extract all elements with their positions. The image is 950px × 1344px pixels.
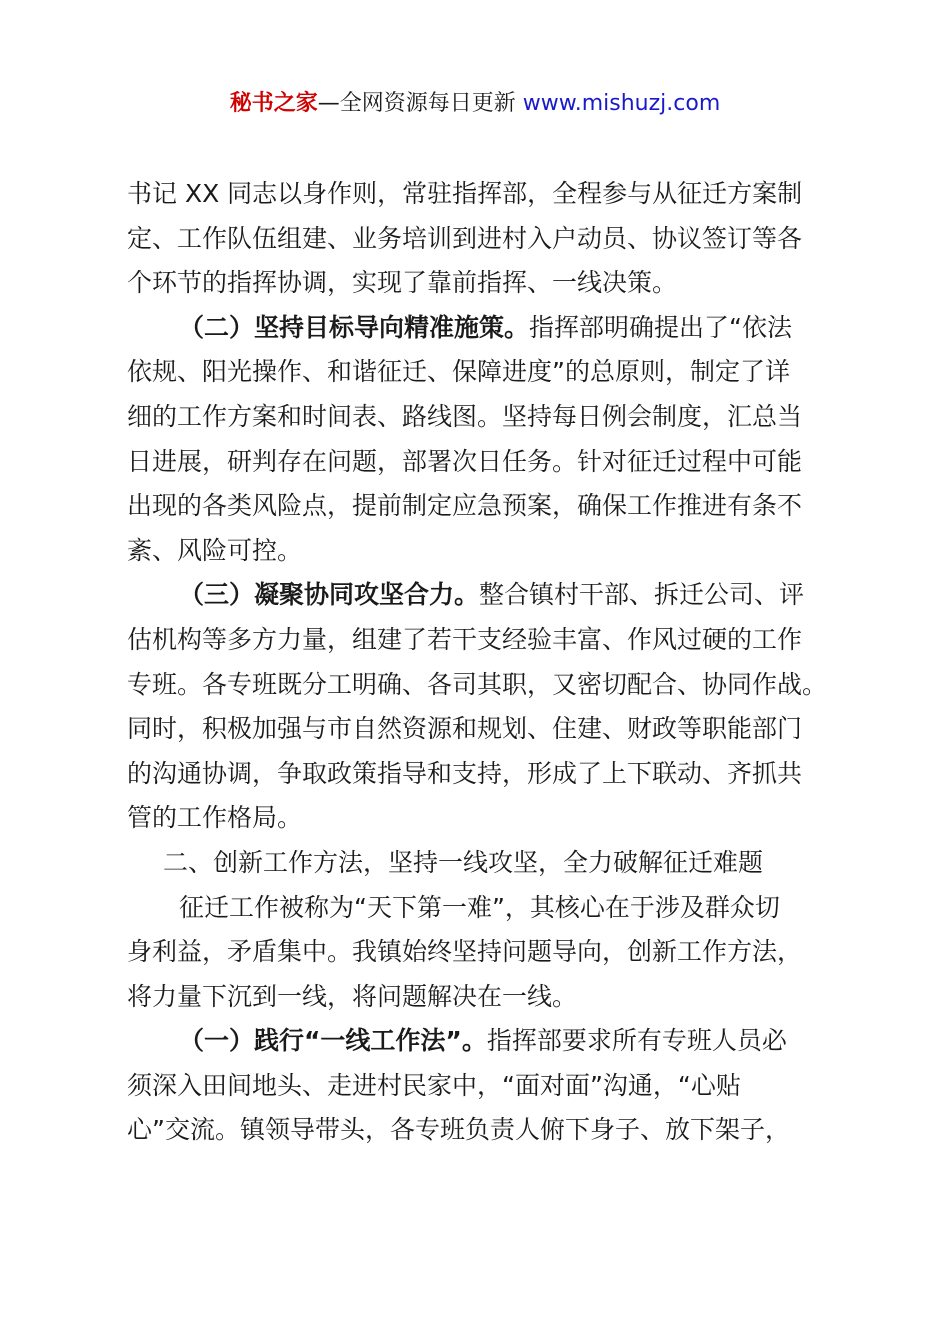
paragraph-line: 管的工作格局。 xyxy=(127,803,303,833)
paragraph-first-line: 征迁工作被称为“天下第一难”，其核心在于涉及群众切 xyxy=(179,892,780,922)
paragraph-first-line xyxy=(127,1019,837,1064)
paragraph-line: 的沟通协调，争取政策指导和支持，形成了上下联动、齐抓共 xyxy=(127,758,803,788)
paragraph-line: 心”交流。镇领导带头，各专班负责人俯下身子、放下架子， xyxy=(127,1115,790,1145)
subsection-heading: （一）践行“一线工作法”。 xyxy=(179,1026,487,1056)
paragraph-first-line xyxy=(127,573,837,618)
subsection-heading: （三）凝聚协同攻坚合力。 xyxy=(179,580,480,610)
paragraph-line: 专班。各专班既分工明确、各司其职，又密切配合、协同作战。 xyxy=(127,669,828,699)
document-header xyxy=(0,86,950,122)
paragraph-line: 须深入田间地头、走进村民家中，“面对面”沟通，“心贴 xyxy=(127,1070,741,1100)
site-slogan: —全网资源每日更新 xyxy=(317,91,516,116)
site-brand: 秘书之家 xyxy=(229,91,318,116)
paragraph-first-line xyxy=(127,306,837,351)
paragraph-line: 个环节的指挥协调，实现了靠前指挥、一线决策。 xyxy=(127,268,678,298)
paragraph-text: 指挥部要求所有专班人员必 xyxy=(486,1026,787,1056)
paragraph-line: 出现的各类风险点，提前制定应急预案，确保工作推进有条不 xyxy=(127,491,803,521)
paragraph-line: 日进展，研判存在问题，部署次日任务。针对征迁过程中可能 xyxy=(127,446,803,476)
paragraph-line: 紊、风险可控。 xyxy=(127,535,303,565)
paragraph-line: 依规、阳光操作、和谐征迁、保障进度”的总原则，制定了详 xyxy=(127,357,790,387)
paragraph-line: 估机构等多方力量，组建了若干支经验丰富、作风过硬的工作 xyxy=(127,624,803,654)
paragraph-line: 将力量下沉到一线，将问题解决在一线。 xyxy=(127,981,578,1011)
paragraph-text: 指挥部明确提出了“依法 xyxy=(529,312,792,342)
site-url[interactable]: www.mishuzj.com xyxy=(522,91,721,116)
paragraph-line: 定、工作队伍组建、业务培训到进村入户动员、协议签订等各 xyxy=(127,223,803,253)
subsection-heading: （二）坚持目标导向精准施策。 xyxy=(179,312,530,342)
paragraph-text: 整合镇村干部、拆迁公司、评 xyxy=(479,580,805,610)
paragraph-line: 书记 XX 同志以身作则，常驻指挥部，全程参与从征迁方案制 xyxy=(127,179,803,208)
paragraph-line: 细的工作方案和时间表、路线图。坚持每日例会制度，汇总当 xyxy=(127,401,803,431)
paragraph-line: 身利益，矛盾集中。我镇始终坚持问题导向，创新工作方法， xyxy=(127,937,803,967)
document-body xyxy=(127,172,837,1153)
paragraph-line: 同时，积极加强与市自然资源和规划、住建、财政等职能部门 xyxy=(127,714,803,744)
section-heading: 二、创新工作方法，坚持一线攻坚，全力破解征迁难题 xyxy=(163,847,764,877)
